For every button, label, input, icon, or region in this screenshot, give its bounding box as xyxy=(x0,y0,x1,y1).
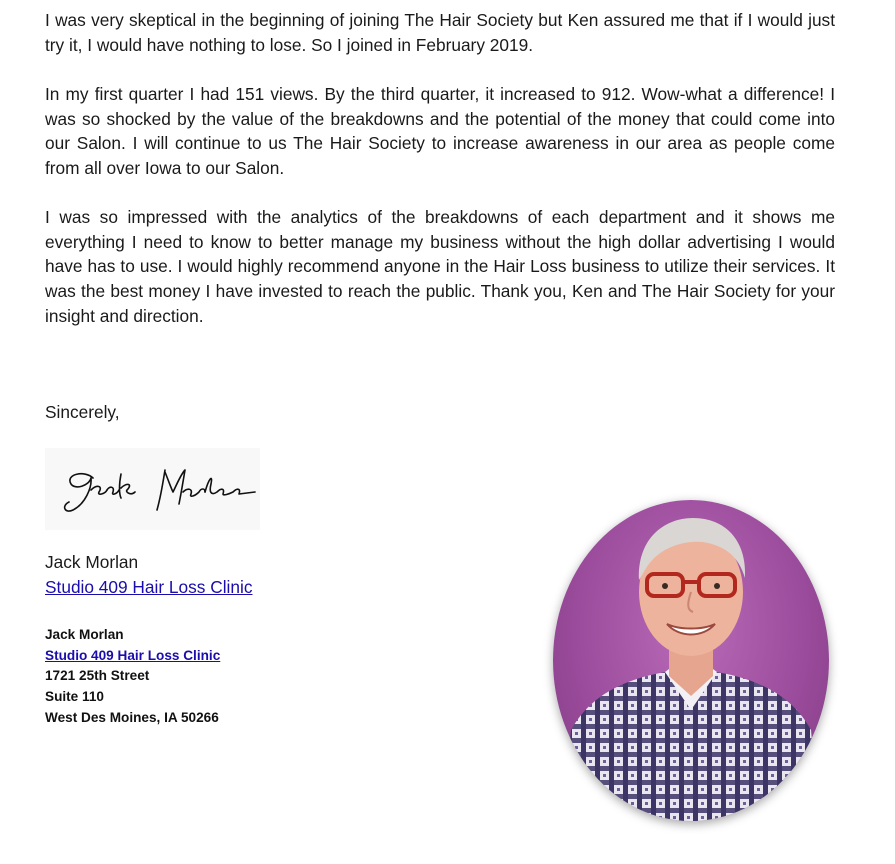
address-street: 1721 25th Street xyxy=(45,668,150,683)
portrait-photo xyxy=(553,500,829,821)
signature-image xyxy=(45,448,260,530)
address-clinic-link[interactable]: Studio 409 Hair Loss Clinic xyxy=(45,648,221,663)
clinic-link[interactable]: Studio 409 Hair Loss Clinic xyxy=(45,577,253,597)
closing-salutation: Sincerely, xyxy=(45,402,120,422)
person-portrait-icon xyxy=(553,500,829,821)
signature-icon xyxy=(45,448,260,530)
paragraph-intro: I was very skeptical in the beginning of joining The Hair Society but Ken assured me that if I would just try it, I would have nothing to lose. So I joined in February 2019. xyxy=(45,10,835,55)
signer-name: Jack Morlan xyxy=(45,552,139,572)
address-suite: Suite 110 xyxy=(45,689,104,704)
address-name: Jack Morlan xyxy=(45,627,124,642)
paragraph-recommendation: I was so impressed with the analytics of the breakdowns of each department and it shows me everything I need to know to better manage my business without the high dollar advertising I would have has to use. I would highly recommend anyone in the Hair Loss business to utilize their services. It was the best money I have invested to reach the public. Thank you, Ken and The Hair Society for your insight and direction. xyxy=(45,207,835,326)
paragraph-results: In my first quarter I had 151 views. By the third quarter, it increased to 912. Wow-what a difference! I was so shocked by the value of the breakdowns and the potential of the money that could come into our Salon. I will continue to us The Hair Society to increase awareness in our area as people come from all over Iowa to our Salon. xyxy=(45,84,835,179)
address-city: West Des Moines, IA 50266 xyxy=(45,710,219,725)
